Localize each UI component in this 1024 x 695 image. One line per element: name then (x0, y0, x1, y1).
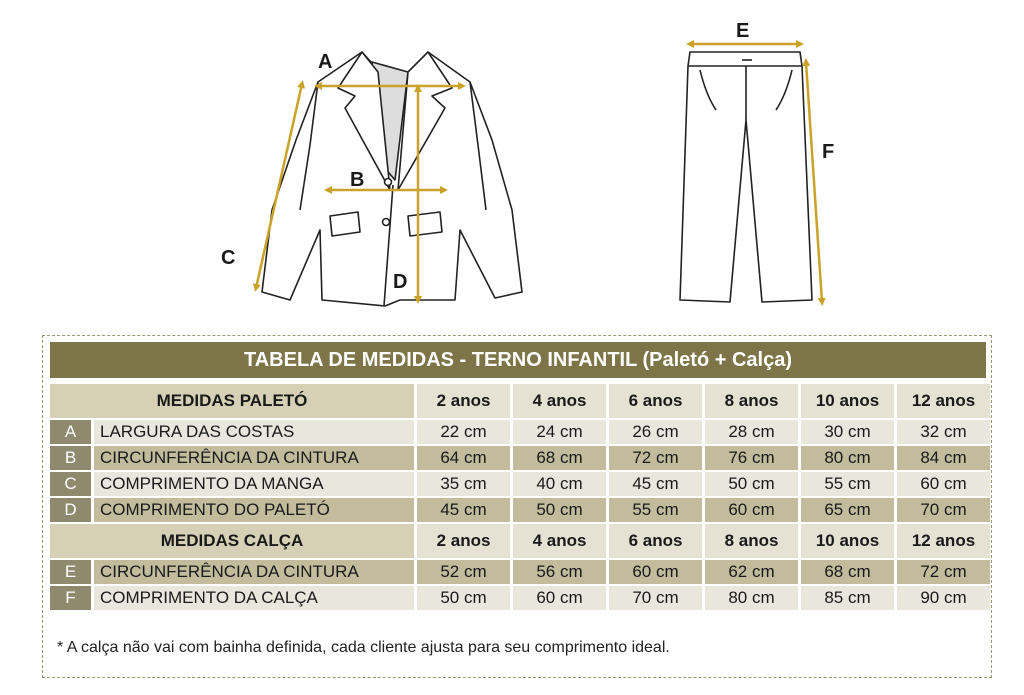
cell-value: 80 cm (705, 586, 798, 610)
cell-value: 26 cm (609, 420, 702, 444)
cell-value: 85 cm (801, 586, 894, 610)
jacket-heading: MEDIDAS PALETÓ (50, 384, 414, 418)
row-letter: D (50, 498, 91, 522)
cell-value: 68 cm (513, 446, 606, 470)
cell-value: 65 cm (801, 498, 894, 522)
year-header: 2 anos (417, 524, 510, 558)
cell-value: 45 cm (417, 498, 510, 522)
row-letter: E (50, 560, 91, 584)
cell-value: 76 cm (705, 446, 798, 470)
year-header: 2 anos (417, 384, 510, 418)
table-row (50, 560, 990, 584)
cell-value: 55 cm (801, 472, 894, 496)
year-header: 4 anos (513, 524, 606, 558)
row-letter: A (50, 420, 91, 444)
cell-value: 84 cm (897, 446, 990, 470)
cell-value: 32 cm (897, 420, 990, 444)
table-row (50, 446, 990, 470)
cell-value: 50 cm (513, 498, 606, 522)
year-header: 8 anos (705, 524, 798, 558)
year-header: 6 anos (609, 524, 702, 558)
cell-value: 40 cm (513, 472, 606, 496)
row-letter: F (50, 586, 91, 610)
cell-value: 22 cm (417, 420, 510, 444)
cell-value: 45 cm (609, 472, 702, 496)
row-name: CIRCUNFERÊNCIA DA CINTURA (94, 446, 414, 470)
cell-value: 70 cm (897, 498, 990, 522)
cell-value: 72 cm (897, 560, 990, 584)
year-header: 4 anos (513, 384, 606, 418)
garment-illustration (0, 0, 1024, 330)
year-header: 12 anos (897, 524, 990, 558)
cell-value: 60 cm (705, 498, 798, 522)
pants-drawing (680, 52, 812, 302)
cell-value: 62 cm (705, 560, 798, 584)
cell-value: 64 cm (417, 446, 510, 470)
row-letter: B (50, 446, 91, 470)
year-header: 10 anos (801, 384, 894, 418)
year-header: 12 anos (897, 384, 990, 418)
size-table (47, 382, 993, 612)
cell-value: 72 cm (609, 446, 702, 470)
cell-value: 60 cm (513, 586, 606, 610)
table-title: TABELA DE MEDIDAS - TERNO INFANTIL (Paletó + Calça) (50, 342, 986, 378)
cell-value: 70 cm (609, 586, 702, 610)
cell-value: 35 cm (417, 472, 510, 496)
cell-value: 90 cm (897, 586, 990, 610)
label-b: B (350, 169, 365, 191)
cell-value: 55 cm (609, 498, 702, 522)
cell-value: 68 cm (801, 560, 894, 584)
row-letter: C (50, 472, 91, 496)
label-c: C (221, 247, 236, 269)
row-name: LARGURA DAS COSTAS (94, 420, 414, 444)
cell-value: 60 cm (897, 472, 990, 496)
year-header: 6 anos (609, 384, 702, 418)
label-a: A (318, 51, 333, 73)
cell-value: 52 cm (417, 560, 510, 584)
year-header: 10 anos (801, 524, 894, 558)
label-e: E (736, 20, 750, 42)
row-name: COMPRIMENTO DA CALÇA (94, 586, 414, 610)
row-name: CIRCUNFERÊNCIA DA CINTURA (94, 560, 414, 584)
cell-value: 80 cm (801, 446, 894, 470)
cell-value: 50 cm (705, 472, 798, 496)
table-row (50, 420, 990, 444)
row-name: COMPRIMENTO DA MANGA (94, 472, 414, 496)
jacket-header-row (50, 384, 990, 418)
cell-value: 24 cm (513, 420, 606, 444)
cell-value: 56 cm (513, 560, 606, 584)
label-d: D (393, 271, 408, 293)
row-name: COMPRIMENTO DO PALETÓ (94, 498, 414, 522)
table-row (50, 472, 990, 496)
pants-heading: MEDIDAS CALÇA (50, 524, 414, 558)
label-f: F (822, 141, 835, 163)
footnote: * A calça não vai com bainha definida, cada cliente ajusta para seu comprimento ideal. (57, 639, 670, 656)
cell-value: 28 cm (705, 420, 798, 444)
pants-header-row (50, 524, 990, 558)
cell-value: 60 cm (609, 560, 702, 584)
cell-value: 30 cm (801, 420, 894, 444)
table-row (50, 498, 990, 522)
table-row (50, 586, 990, 610)
cell-value: 50 cm (417, 586, 510, 610)
year-header: 8 anos (705, 384, 798, 418)
